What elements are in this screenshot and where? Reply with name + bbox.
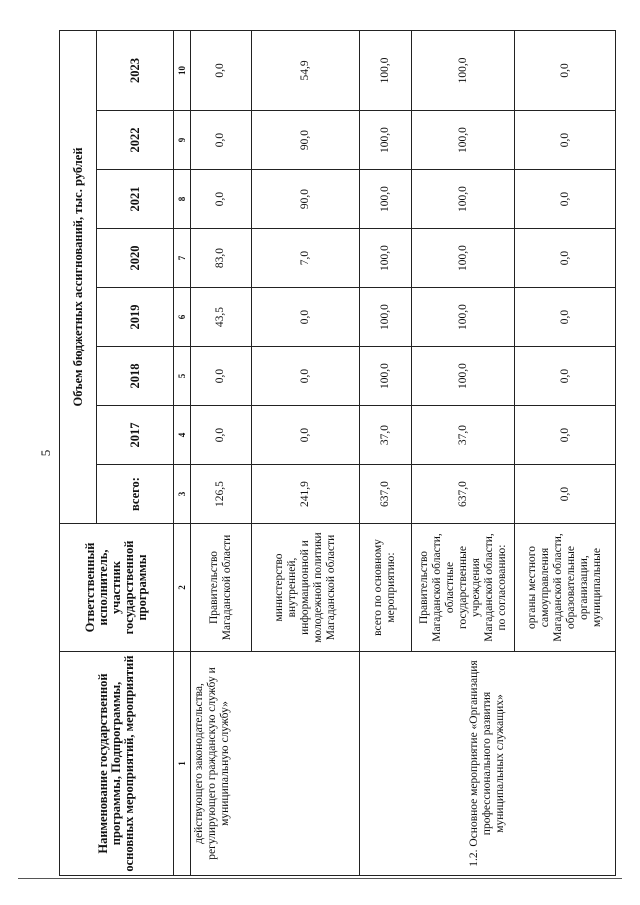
- header-year: 2018: [97, 347, 174, 406]
- budget-allocations-table: [59, 30, 616, 876]
- row-value: 0,0: [515, 111, 616, 170]
- row-value: 0,0: [191, 170, 252, 229]
- row-executor: Правительство Магаданской области, областные государственные учреждения Магаданской области, по согласованию:: [411, 524, 515, 652]
- page-number: 5: [38, 449, 53, 457]
- row-value: 0,0: [191, 406, 252, 465]
- row-value: 0,0: [251, 288, 359, 347]
- column-index: 1: [174, 652, 191, 876]
- row-value: 83,0: [191, 229, 252, 288]
- row-value: 0,0: [515, 30, 616, 110]
- row-value: 241,9: [251, 465, 359, 524]
- header-total: всего:: [97, 465, 174, 524]
- page-bottom-rule: [18, 878, 622, 879]
- row-value: 0,0: [251, 406, 359, 465]
- row-value: 0,0: [191, 111, 252, 170]
- column-index: 3: [174, 465, 191, 524]
- row-value: 37,0: [359, 406, 411, 465]
- header-year: 2022: [97, 111, 174, 170]
- row-value: 90,0: [251, 111, 359, 170]
- row-value: 100,0: [359, 111, 411, 170]
- header-budget-group: Объем бюджетных ассигнований, тыс. рублей: [60, 30, 97, 523]
- row-value: 0,0: [515, 229, 616, 288]
- table-row: [191, 30, 252, 875]
- row-value: 0,0: [191, 347, 252, 406]
- header-year: 2023: [97, 30, 174, 110]
- row-value: 0,0: [515, 288, 616, 347]
- row-value: 0,0: [515, 347, 616, 406]
- row-value: 90,0: [251, 170, 359, 229]
- row-value: 0,0: [191, 30, 252, 110]
- header-year: 2017: [97, 406, 174, 465]
- row-value: 0,0: [515, 406, 616, 465]
- row-value: 100,0: [411, 111, 515, 170]
- row-value: 637,0: [411, 465, 515, 524]
- row-value: 100,0: [359, 170, 411, 229]
- row-program-name: 1.2. Основное мероприятие «Организация профессионального развития муниципальных служащих»: [359, 652, 615, 876]
- row-value: 100,0: [411, 30, 515, 110]
- row-value: 100,0: [411, 288, 515, 347]
- column-index: 5: [174, 347, 191, 406]
- row-value: 637,0: [359, 465, 411, 524]
- column-index: 4: [174, 406, 191, 465]
- row-executor: органы местного самоуправления Магаданской области, образовательные организации, муниципальные: [515, 524, 616, 652]
- header-executor: Ответственный исполнитель, участник государственной программы: [60, 524, 174, 652]
- header-year: 2019: [97, 288, 174, 347]
- row-value: 100,0: [359, 347, 411, 406]
- column-index: 6: [174, 288, 191, 347]
- column-index: 9: [174, 111, 191, 170]
- table-row: [359, 30, 411, 875]
- row-value: 0,0: [515, 170, 616, 229]
- row-value: 100,0: [359, 30, 411, 110]
- row-value: 54,9: [251, 30, 359, 110]
- row-executor: министерство внутренней, информационной и молодежной политики Магаданской области: [251, 524, 359, 652]
- row-executor: Правительство Магаданской области: [191, 524, 252, 652]
- row-value: 7,0: [251, 229, 359, 288]
- header-year: 2020: [97, 229, 174, 288]
- row-value: 0,0: [251, 347, 359, 406]
- row-value: 100,0: [411, 170, 515, 229]
- row-executor: всего по основному мероприятию:: [359, 524, 411, 652]
- column-index: 10: [174, 30, 191, 110]
- row-value: 126,5: [191, 465, 252, 524]
- row-program-name: действующего законодательства, регулирующего гражданскую службу и муниципальную службу»: [191, 652, 360, 876]
- row-value: 100,0: [359, 288, 411, 347]
- header-year: 2021: [97, 170, 174, 229]
- column-index: 7: [174, 229, 191, 288]
- column-index: 8: [174, 170, 191, 229]
- row-value: 37,0: [411, 406, 515, 465]
- row-value: 43,5: [191, 288, 252, 347]
- header-program-name: Наименование государственной программы, Подпрограммы, основных мероприятий, мероприятий: [60, 652, 174, 876]
- column-index: 2: [174, 524, 191, 652]
- row-value: 100,0: [411, 347, 515, 406]
- budget-table-page: [59, 31, 616, 876]
- row-value: 100,0: [359, 229, 411, 288]
- row-value: 0,0: [515, 465, 616, 524]
- row-value: 100,0: [411, 229, 515, 288]
